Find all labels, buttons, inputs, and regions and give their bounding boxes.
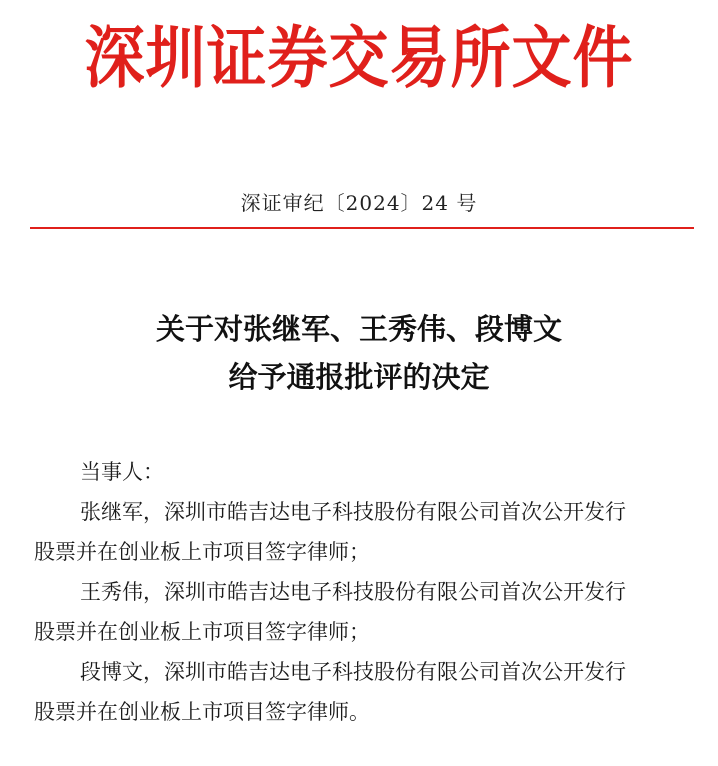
red-divider-line [30, 227, 694, 229]
party-entry-line: 张继军，深圳市皓吉达电子科技股份有限公司首次公开发行 [80, 500, 626, 524]
decision-title [0, 305, 718, 401]
party-entry-line: 王秀伟，深圳市皓吉达电子科技股份有限公司首次公开发行 [80, 580, 626, 604]
document-body [34, 452, 694, 732]
masthead-title: 深圳证券交易所文件 [84, 19, 634, 99]
parties-label: 当事人： [80, 460, 164, 484]
title-line-1: 关于对张继军、王秀伟、段博文 [155, 312, 562, 346]
party-entry-line: 股票并在创业板上市项目签字律师； [34, 540, 370, 564]
party-entry-2 [34, 572, 694, 652]
party-entry-line: 段博文，深圳市皓吉达电子科技股份有限公司首次公开发行 [80, 660, 626, 684]
party-entry-3 [34, 652, 694, 732]
title-line-2: 给予通报批评的决定 [228, 360, 490, 394]
party-entry-line: 股票并在创业板上市项目签字律师； [34, 620, 370, 644]
party-entry-line: 股票并在创业板上市项目签字律师。 [34, 700, 370, 724]
party-entry-1 [34, 492, 694, 572]
document-number: 深证审纪〔2024〕24 号 [240, 191, 478, 215]
